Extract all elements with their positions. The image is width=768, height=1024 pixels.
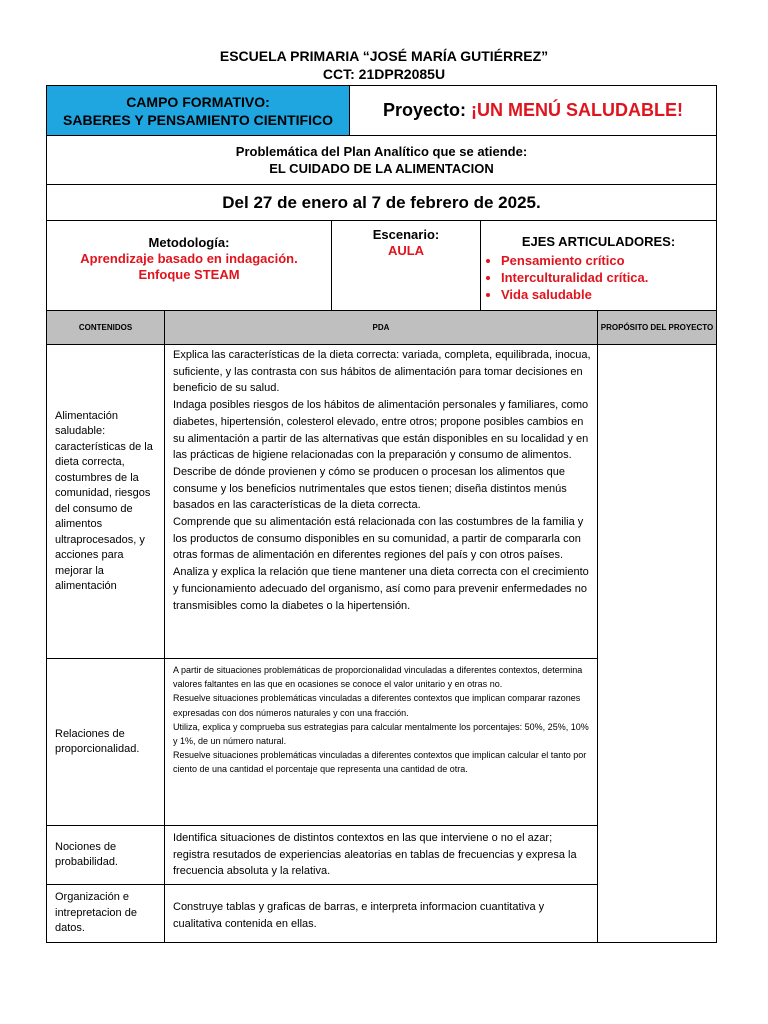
- eje-item: • Interculturalidad crítica.: [501, 269, 716, 286]
- contenido-cell: [46, 658, 165, 826]
- proyecto-name: ¡UN MENÚ SALUDABLE!: [471, 100, 684, 120]
- pda-item: Describe de dónde provienen y cómo se producen o procesan los alimentos que consume y los beneficios nutrimentales que estos tienen; diseña distintos menús basados en las características de la dieta correcta.: [173, 465, 567, 512]
- ejes-label: EJES ARTICULADORES:: [521, 234, 676, 249]
- pda-cell: [164, 344, 598, 659]
- contenido-cell: [46, 825, 165, 885]
- school-cct: CCT: 21DPR2085U: [322, 66, 446, 82]
- date-range: Del 27 de enero al 7 de febrero de 2025.: [46, 184, 717, 221]
- pda-item: Identifica situaciones de distintos contextos en las que interviene o no el azar; registra resutados de experiencias aleatorias en tablas de frecuencias y expresa la frecuencia absoluta y la relativa.: [173, 832, 577, 877]
- metodologia-line-2: Enfoque STEAM: [138, 267, 240, 282]
- school-name: ESCUELA PRIMARIA “JOSÉ MARÍA GUTIÉRREZ”: [219, 48, 549, 64]
- escenario-cell: [331, 220, 481, 311]
- contenido-text: Organización e intrepretacion de datos.: [55, 891, 137, 935]
- ejes-articuladores-cell: [480, 220, 717, 311]
- pda-item: Construye tablas y graficas de barras, e interpreta informacion cuantitativa y cualitativa contenida en ellas.: [173, 901, 545, 930]
- pda-cell: [164, 658, 598, 826]
- proposito-cell: [597, 344, 717, 943]
- problematica-cell: [46, 135, 717, 185]
- metodologia-label: Metodología:: [148, 235, 230, 250]
- contenido-cell: [46, 344, 165, 659]
- pda-item: Resuelve situaciones problemáticas vinculadas a diferentes contextos que implican calcular el tanto por ciento de una cantidad el porcentaje que representa una cantidad de otra.: [173, 750, 587, 775]
- header-pda: PDA: [164, 310, 598, 345]
- pda-item: Utiliza, explica y comprueba sus estrategias para calcular mentalmente los porcentajes: 50%, 25%, 10% y 1%, de un número natural.: [173, 721, 589, 747]
- problematica-label: Problemática del Plan Analítico que se atiende:: [235, 144, 528, 159]
- pda-cell: [164, 884, 598, 943]
- pda-item: Comprende que su alimentación está relacionada con las costumbres de la familia y los productos de consumo disponibles en su comunidad, a partir de compararla con otras formas de alimentación en diferentes regiones del país y con otros países.: [173, 516, 584, 562]
- metodologia-cell: [46, 220, 332, 311]
- eje-item: • Vida saludable: [501, 286, 716, 303]
- header-proposito: PROPÓSITO DEL PROYECTO: [597, 310, 717, 345]
- campo-formativo-value: SABERES Y PENSAMIENTO CIENTIFICO: [63, 111, 333, 128]
- ejes-list: [481, 252, 716, 303]
- pda-item: A partir de situaciones problemáticas de proporcionalidad vinculadas a diferentes contextos, determina valores faltantes en las que en ocasiones se conoce el valor unitario y en otras no.: [173, 665, 583, 690]
- proyecto-cell: [349, 85, 717, 136]
- pda-item: Indaga posibles riesgos de los hábitos de alimentación personales y familiares, como diabetes, hipertensión, colesterol elevado, entre otros; propone posibles cambios en su alimentación a partir de las alternativas que están disponibles en su localidad y en las prácticas de higiene relacionadas con la preparación y consumo de alimentos.: [173, 399, 589, 462]
- campo-formativo-cell: [46, 85, 350, 136]
- header-contenidos: CONTENIDOS: [46, 310, 165, 345]
- pda-item: Explica las características de la dieta correcta: variada, completa, equilibrada, inocua, suficiente, y las contrasta con sus hábitos de alimentación para tomar decisiones en beneficio de su salud.: [173, 349, 591, 395]
- escenario-label: Escenario:: [372, 227, 440, 242]
- metodologia-line-1: Aprendizaje basado en indagación.: [80, 251, 298, 266]
- contenido-text: Nociones de probabilidad.: [55, 840, 118, 868]
- contenido-cell: [46, 884, 165, 943]
- escenario-value: AULA: [387, 243, 425, 258]
- pda-item: Analiza y explica la relación que tiene mantener una dieta correcta con el crecimiento y funcionamiento adecuado del organismo, así como para prevenir enfermedades no transmisibles como la diabetes o la hipertensión.: [173, 566, 589, 612]
- contenido-text: Relaciones de proporcionalidad.: [55, 727, 140, 755]
- proyecto-label: Proyecto:: [382, 100, 467, 120]
- problematica-value: EL CUIDADO DE LA ALIMENTACION: [269, 161, 494, 176]
- pda-item: Resuelve situaciones problemáticas vinculadas a diferentes contextos que implican comparar razones expresadas con dos números naturales y con una fracción.: [173, 693, 581, 718]
- contenido-text: Alimentación saludable: características de la dieta correcta, costumbres de la comunidad, riesgos del consumo de alimentos ultraprocesados, y acciones para mejorar la alimentación: [55, 409, 153, 592]
- campo-formativo-label: CAMPO FORMATIVO:: [126, 93, 270, 110]
- pda-cell: [164, 825, 598, 885]
- eje-item: • Pensamiento crítico: [501, 252, 716, 269]
